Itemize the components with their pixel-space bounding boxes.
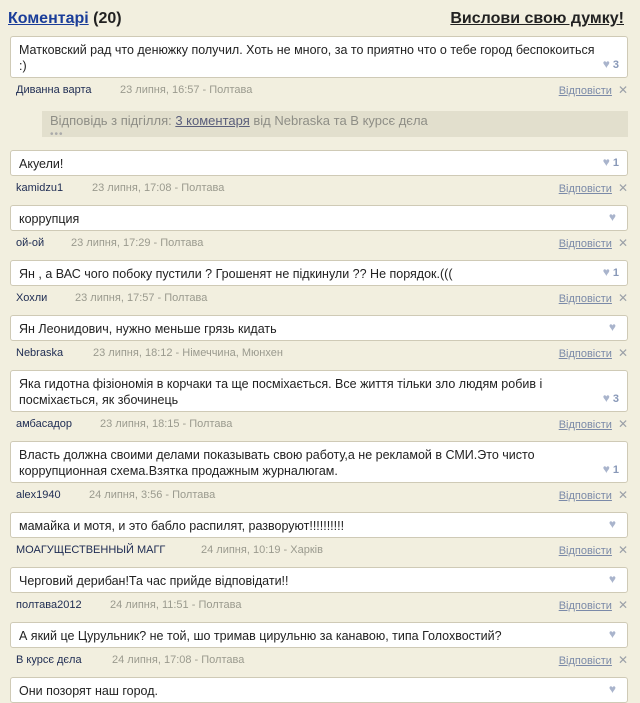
comment-item bbox=[10, 260, 628, 307]
like-button[interactable] bbox=[603, 390, 619, 407]
comment-author[interactable]: Nebraska bbox=[16, 347, 64, 359]
comment-bubble bbox=[10, 567, 628, 593]
heart-icon: ♥ bbox=[608, 517, 616, 531]
like-button[interactable] bbox=[609, 571, 619, 588]
reply-link[interactable]: Відповісти bbox=[558, 490, 612, 502]
comment-author[interactable]: В курсє дєла bbox=[16, 654, 82, 666]
comment-actions bbox=[559, 344, 628, 363]
reply-link[interactable]: Відповісти bbox=[558, 183, 612, 195]
comment-actions bbox=[559, 289, 628, 308]
comment-date: 24 липня, 10:19 - Харків bbox=[201, 544, 323, 556]
comment-bubble bbox=[10, 441, 628, 483]
close-icon[interactable]: ✕ bbox=[617, 83, 628, 97]
comment-item bbox=[10, 315, 628, 362]
heart-icon: ♥ bbox=[608, 682, 616, 696]
comment-actions bbox=[559, 81, 628, 100]
comment-item bbox=[10, 512, 628, 559]
comment-text: Власть должна своими делами показывать свою работу,а не рекламой в СМИ.Это чисто коррупционная схема.Взятка продажным журналюгам. bbox=[19, 448, 535, 478]
comment-author[interactable]: alex1940 bbox=[16, 489, 61, 501]
reply-link[interactable]: Відповісти bbox=[558, 238, 612, 250]
comments-count: (20) bbox=[93, 10, 122, 27]
comment-text: Ян Леонидович, нужно меньше грязь кидать bbox=[19, 322, 277, 336]
close-icon[interactable]: ✕ bbox=[617, 181, 628, 195]
close-icon[interactable]: ✕ bbox=[617, 236, 628, 250]
heart-icon: ♥ bbox=[608, 627, 616, 641]
comment-text: Черговий дерибан!Та час прийде відповідати!! bbox=[19, 574, 289, 588]
heart-icon: ♥ bbox=[602, 391, 610, 405]
comment-text: А який це Цурульник? не той, шо тримав цирульню за канавою, типа Голохвостий? bbox=[19, 629, 502, 643]
comment-text: Ян , а ВАС чого побоку пустили ? Грошенят не підкинули ?? Не порядок.((( bbox=[19, 267, 453, 281]
thread-prefix: Відповідь з підгілля: bbox=[50, 113, 172, 128]
like-count: 3 bbox=[612, 59, 619, 71]
reply-link[interactable]: Відповісти bbox=[558, 600, 612, 612]
comment-bubble bbox=[10, 512, 628, 538]
comment-text: Они позорят наш город. bbox=[19, 684, 158, 698]
comment-meta bbox=[10, 179, 628, 197]
like-button[interactable] bbox=[609, 516, 619, 533]
comment-author[interactable]: kamidzu1 bbox=[16, 182, 64, 194]
reply-link[interactable]: Відповісти bbox=[558, 293, 612, 305]
comment-author[interactable]: амбасадор bbox=[16, 418, 72, 430]
comment-item bbox=[10, 205, 628, 252]
like-count: 3 bbox=[612, 393, 619, 405]
comment-actions bbox=[559, 415, 628, 434]
reply-link[interactable]: Відповісти bbox=[558, 348, 612, 360]
comment-author[interactable]: МОАГУЩЕСТВЕННЫЙ МАГГ bbox=[16, 544, 166, 556]
like-button[interactable] bbox=[609, 626, 619, 643]
like-button[interactable] bbox=[603, 56, 619, 73]
comment-bubble bbox=[10, 36, 628, 78]
close-icon[interactable]: ✕ bbox=[617, 346, 628, 360]
thread-dots: ••• bbox=[50, 129, 64, 140]
comment-item bbox=[10, 370, 628, 433]
heart-icon: ♥ bbox=[602, 155, 610, 169]
comment-author[interactable]: Хохли bbox=[16, 292, 48, 304]
comment-meta bbox=[10, 415, 628, 433]
comment-bubble bbox=[10, 205, 628, 231]
comment-text: Яка гидотна фізіономія в корчаки та ще посміхається. Все життя тільки зло людям робив і посміхається, як збочинець bbox=[19, 377, 543, 407]
close-icon[interactable]: ✕ bbox=[617, 653, 628, 667]
like-count: 1 bbox=[612, 267, 619, 279]
comments-title-link[interactable]: Коментарі bbox=[8, 10, 89, 27]
comment-actions bbox=[559, 486, 628, 505]
comment-date: 23 липня, 18:15 - Полтава bbox=[100, 418, 233, 430]
comment-bubble bbox=[10, 370, 628, 412]
nested-thread-summary bbox=[42, 111, 628, 140]
reply-link[interactable]: Відповісти bbox=[558, 655, 612, 667]
comment-meta bbox=[10, 289, 628, 307]
comment-actions bbox=[559, 234, 628, 253]
like-button[interactable] bbox=[609, 209, 619, 226]
reply-link[interactable]: Відповісти bbox=[558, 545, 612, 557]
like-button[interactable] bbox=[603, 154, 619, 171]
comment-author[interactable]: ой-ой bbox=[16, 237, 45, 249]
heart-icon: ♥ bbox=[608, 210, 616, 224]
comment-meta bbox=[10, 651, 628, 669]
comment-item bbox=[10, 567, 628, 614]
comment-actions bbox=[559, 596, 628, 615]
comment-author[interactable]: Диванна варта bbox=[16, 84, 92, 96]
reply-link[interactable]: Відповісти bbox=[558, 419, 612, 431]
like-count: 1 bbox=[612, 157, 619, 169]
comment-text: мамайка и мотя, и это бабло распилят, разворуют!!!!!!!!!! bbox=[19, 519, 345, 533]
like-button[interactable] bbox=[603, 264, 619, 281]
comment-meta bbox=[10, 81, 628, 99]
heart-icon: ♥ bbox=[602, 265, 610, 279]
thread-suffix: від Nebraska та В курсє дєла bbox=[253, 113, 428, 128]
comment-date: 23 липня, 17:57 - Полтава bbox=[75, 292, 208, 304]
comment-date: 23 липня, 18:12 - Німеччина, Мюнхен bbox=[93, 347, 283, 359]
comment-meta bbox=[10, 541, 628, 559]
comment-actions bbox=[559, 651, 628, 670]
reply-link[interactable]: Відповісти bbox=[558, 85, 612, 97]
heart-icon: ♥ bbox=[602, 57, 610, 71]
comment-text: Акуели! bbox=[19, 157, 64, 171]
comment-date: 24 липня, 17:08 - Полтава bbox=[112, 654, 245, 666]
close-icon[interactable]: ✕ bbox=[617, 291, 628, 305]
heart-icon: ♥ bbox=[608, 320, 616, 334]
heart-icon: ♥ bbox=[608, 572, 616, 586]
like-count: 1 bbox=[612, 464, 619, 476]
like-button[interactable] bbox=[609, 319, 619, 336]
comment-meta bbox=[10, 596, 628, 614]
close-icon[interactable]: ✕ bbox=[617, 417, 628, 431]
comment-date: 24 липня, 11:51 - Полтава bbox=[110, 599, 242, 611]
comment-bubble bbox=[10, 622, 628, 648]
write-opinion-link[interactable]: Вислови свою думку! bbox=[450, 10, 624, 27]
like-button[interactable] bbox=[603, 461, 619, 478]
comment-date: 24 липня, 3:56 - Полтава bbox=[89, 489, 216, 501]
comment-date: 23 липня, 17:29 - Полтава bbox=[71, 237, 204, 249]
comment-item bbox=[10, 36, 628, 99]
close-icon[interactable]: ✕ bbox=[617, 598, 628, 612]
comment-bubble bbox=[10, 150, 628, 176]
heart-icon: ♥ bbox=[602, 462, 610, 476]
like-button[interactable] bbox=[609, 681, 619, 698]
comment-author[interactable]: полтава2012 bbox=[16, 599, 82, 611]
comment-date: 23 липня, 17:08 - Полтава bbox=[92, 182, 225, 194]
comment-bubble bbox=[10, 315, 628, 341]
thread-replies-link[interactable]: 3 коментаря bbox=[175, 113, 250, 128]
comment-meta bbox=[10, 234, 628, 252]
comment-item bbox=[10, 441, 628, 504]
comment-actions bbox=[559, 541, 628, 560]
comment-text: Матковский рад что денюжку получил. Хоть не много, за то приятно что о тебе город беспокоиться :) bbox=[19, 43, 595, 73]
comment-bubble bbox=[10, 677, 628, 703]
close-icon[interactable]: ✕ bbox=[617, 543, 628, 557]
comment-actions bbox=[559, 179, 628, 198]
comment-text: коррупция bbox=[19, 212, 80, 226]
comment-item bbox=[10, 677, 628, 703]
comment-meta bbox=[10, 486, 628, 504]
close-icon[interactable]: ✕ bbox=[617, 488, 628, 502]
comment-item bbox=[10, 622, 628, 669]
comment-item bbox=[10, 150, 628, 197]
comment-date: 23 липня, 16:57 - Полтава bbox=[120, 84, 253, 96]
comment-bubble bbox=[10, 260, 628, 286]
comment-meta bbox=[10, 344, 628, 362]
